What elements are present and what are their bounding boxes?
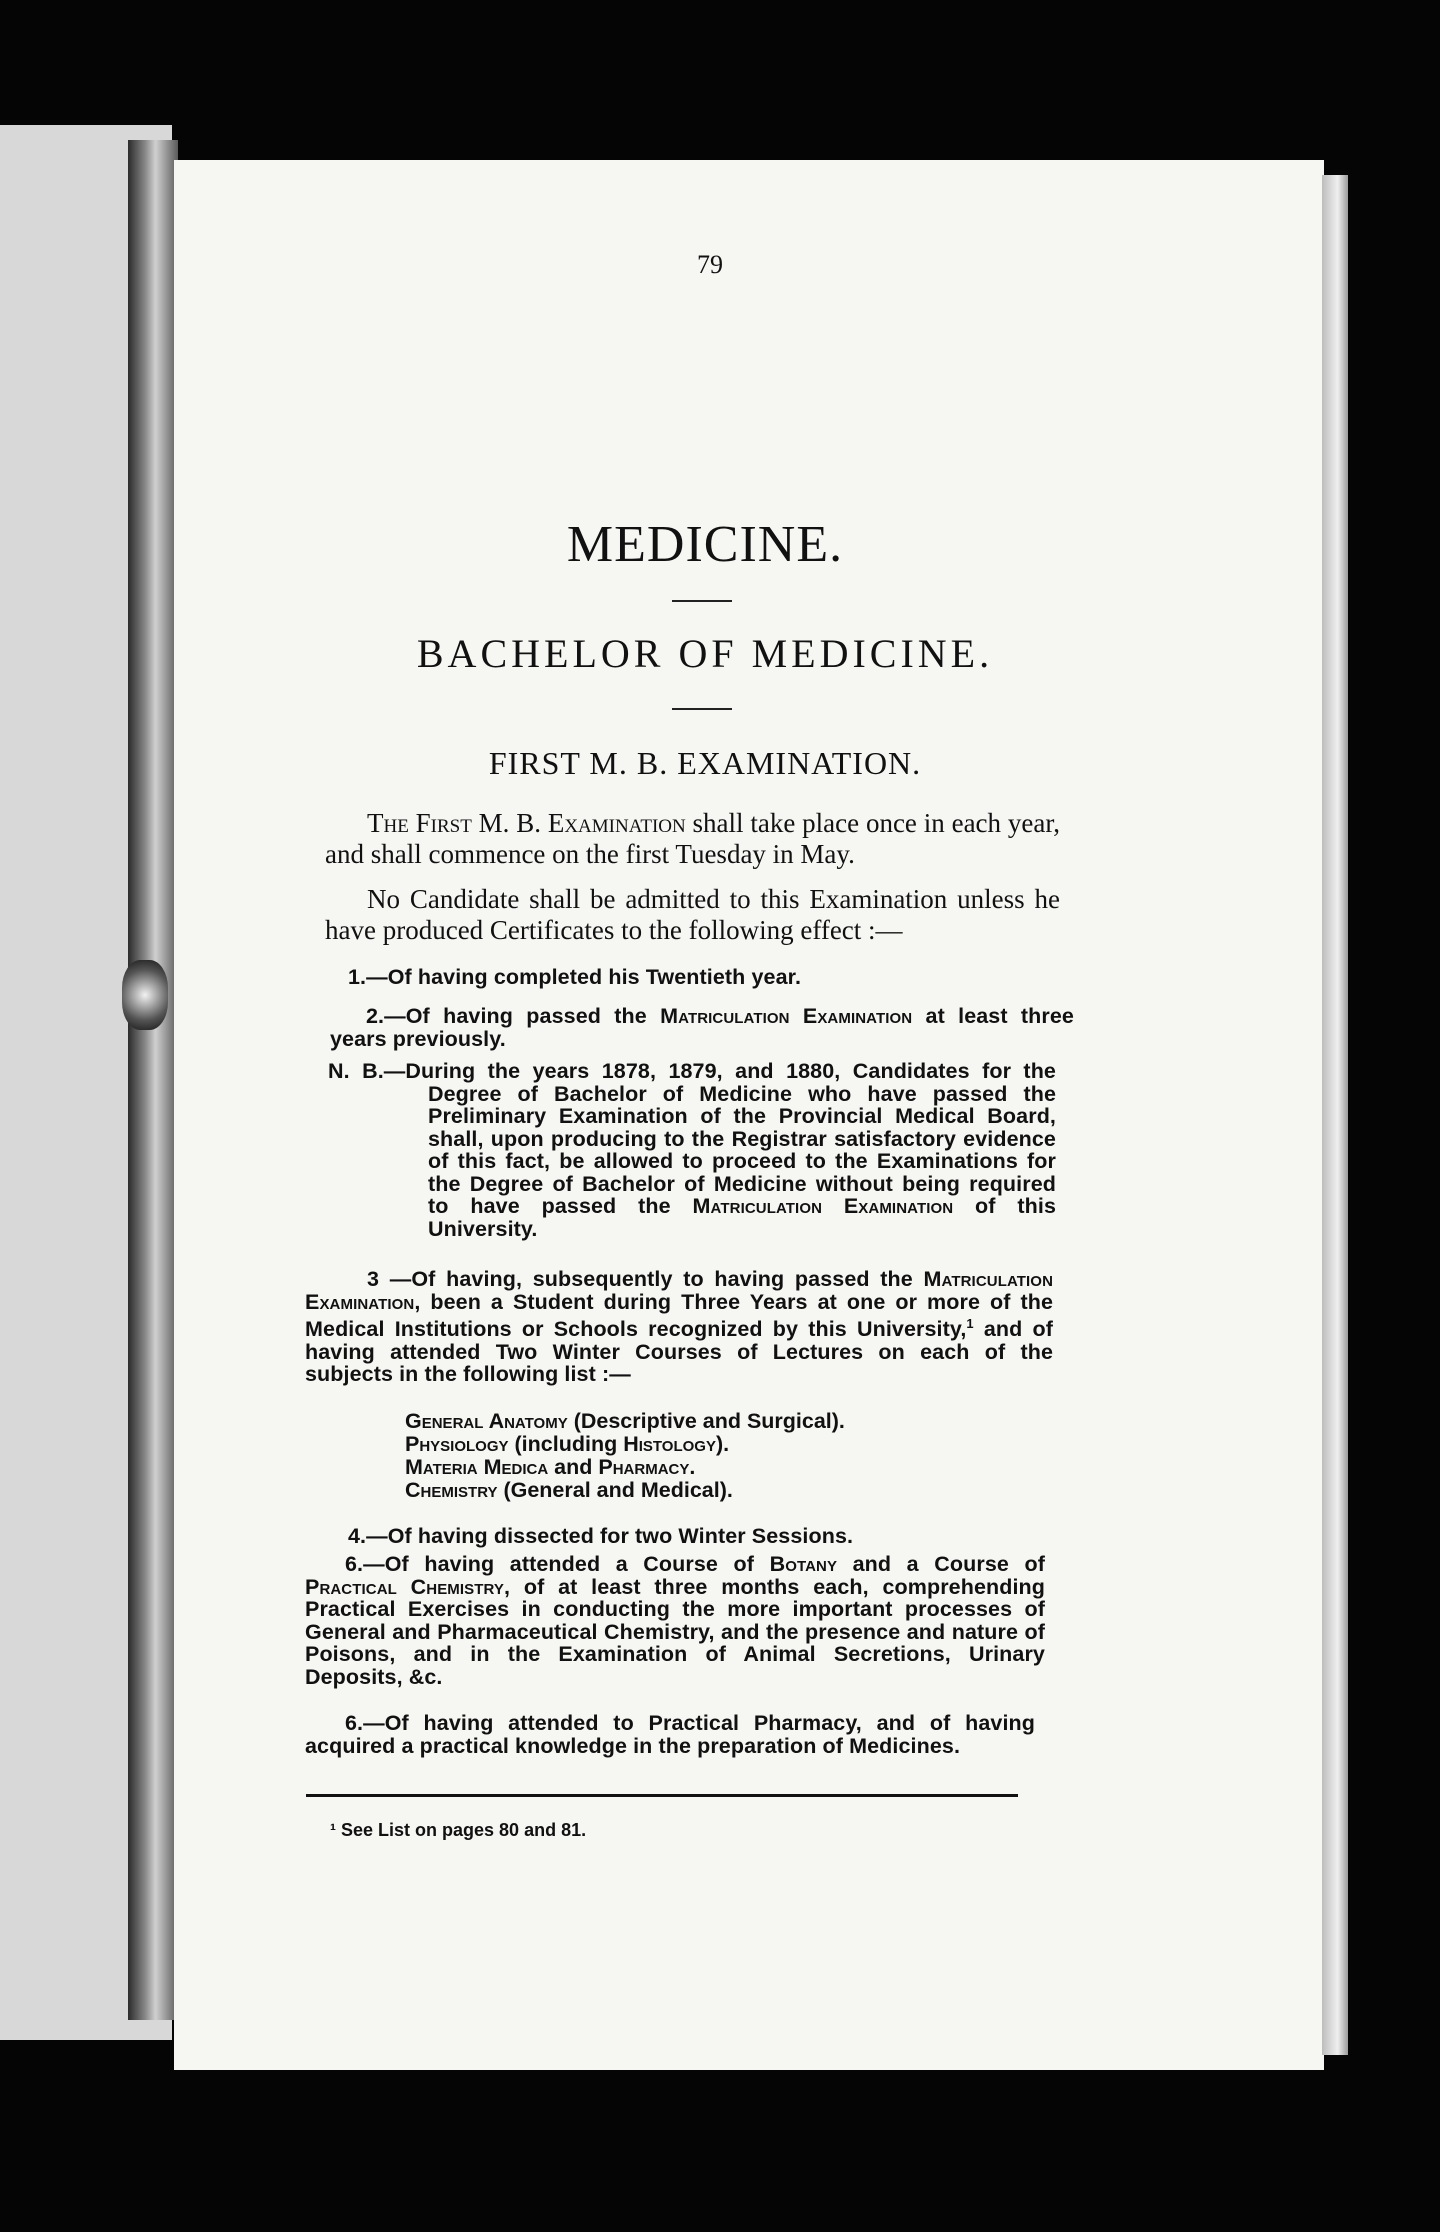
item-2-post: at least three years previously. xyxy=(330,1004,1074,1051)
subject-name: Chemistry xyxy=(405,1478,498,1502)
item-2 xyxy=(330,1005,1074,1050)
footnote: ¹ See List on pages 80 and 81. xyxy=(330,1820,587,1840)
item-3-pre: 3 —Of having, subsequently to having passed the xyxy=(367,1267,924,1291)
subject-detail-2: ). xyxy=(715,1432,730,1456)
subject-detail: and xyxy=(548,1455,599,1479)
item-5-pre: 6.—Of having attended a Course of xyxy=(345,1552,770,1576)
subject-name: Physiology xyxy=(405,1432,509,1456)
item-5-botany: Botany xyxy=(769,1552,838,1576)
subject-item xyxy=(405,1433,965,1456)
section-subtitle: BACHELOR OF MEDICINE. xyxy=(416,631,994,676)
subtitle-rule xyxy=(672,708,732,710)
exam-heading: FIRST M. B. EXAMINATION. xyxy=(488,745,922,781)
item-5-chemistry: Practical Chemistry xyxy=(305,1574,505,1599)
item-3 xyxy=(305,1268,1053,1386)
subject-detail: (including xyxy=(508,1432,624,1456)
title-rule xyxy=(672,600,732,602)
intro-paragraph-2: No Candidate shall be admitted to this Examination unless he have produced Certificates to the following effect :— xyxy=(325,884,1060,945)
subject-name-2: Histology xyxy=(623,1432,716,1456)
subject-name-2: Pharmacy xyxy=(598,1455,690,1479)
spine-tear xyxy=(122,960,168,1030)
item-3-exam: Matriculation Examination xyxy=(305,1267,1053,1314)
page-title: MEDICINE. xyxy=(566,516,844,573)
item-2-pre: 2.—Of having passed the xyxy=(366,1004,661,1028)
item-3-footnote-ref: 1 xyxy=(966,1316,974,1331)
item-4: 4.—Of having dissected for two Winter Sessions. xyxy=(348,1524,854,1548)
book-spine xyxy=(128,140,178,2020)
item-3-post: and of having attended Two Winter Courses of Lectures on each of the subjects in the following list :— xyxy=(305,1317,1053,1387)
intro-rest: shall take place once in each year, and shall commence on the first Tuesday in May. xyxy=(325,808,1060,869)
nota-bene-exam: Matriculation Examination xyxy=(692,1194,954,1218)
nota-bene xyxy=(328,1060,1056,1240)
subject-detail: (Descriptive and Surgical). xyxy=(567,1409,845,1433)
subject-item xyxy=(405,1479,965,1502)
subject-list xyxy=(405,1410,965,1502)
subject-detail-2: . xyxy=(689,1455,696,1479)
intro-lead: The First M. B. Examination xyxy=(367,808,686,838)
subject-detail: (General and Medical). xyxy=(497,1478,733,1502)
item-2-exam: Matriculation Examination xyxy=(660,1004,913,1028)
footnote-rule xyxy=(306,1794,1018,1797)
nota-bene-post: of this University. xyxy=(428,1194,1056,1241)
subject-name: Materia Medica xyxy=(405,1455,549,1479)
item-5-post: , of at least three months each, comprehending Practical Exercises in conducting the more important processes of General and Pharmaceutical Chemistry, and the presence and nature of Poisons, and in the Examination of Animal Secretions, Urinary Deposits, &c. xyxy=(305,1574,1046,1689)
item-5-mid: and a Course of xyxy=(837,1552,1045,1576)
subject-item xyxy=(405,1410,965,1433)
nota-bene-pre: N. B.—During the years 1878, 1879, and 1880, Candidates for the Degree of Bachelor of Medicine who have passed the Preliminary Examination of the Provincial Medical Board, shall, upon producing to the Registrar satisfactory evidence of this fact, be allowed to proceed to the Examinations for the Degree of Bachelor of Medicine without being required to have passed the xyxy=(328,1059,1056,1218)
item-1: 1.—Of having completed his Twentieth year. xyxy=(348,965,802,989)
page-edge xyxy=(1322,175,1348,2055)
intro-paragraph-1 xyxy=(325,808,1060,870)
item-6: 6.—Of having attended to Practical Pharmacy, and of having acquired a practical knowledge in the preparation of Medicines. xyxy=(305,1711,1035,1758)
item-5 xyxy=(305,1553,1045,1688)
item-3-mid: , been a Student during Three Years at one or more of the Medical Institutions or Schools recognized by this University, xyxy=(305,1289,1053,1342)
subject-item xyxy=(405,1456,965,1479)
subject-name: General Anatomy xyxy=(405,1409,568,1433)
page-number: 79 xyxy=(697,250,723,279)
